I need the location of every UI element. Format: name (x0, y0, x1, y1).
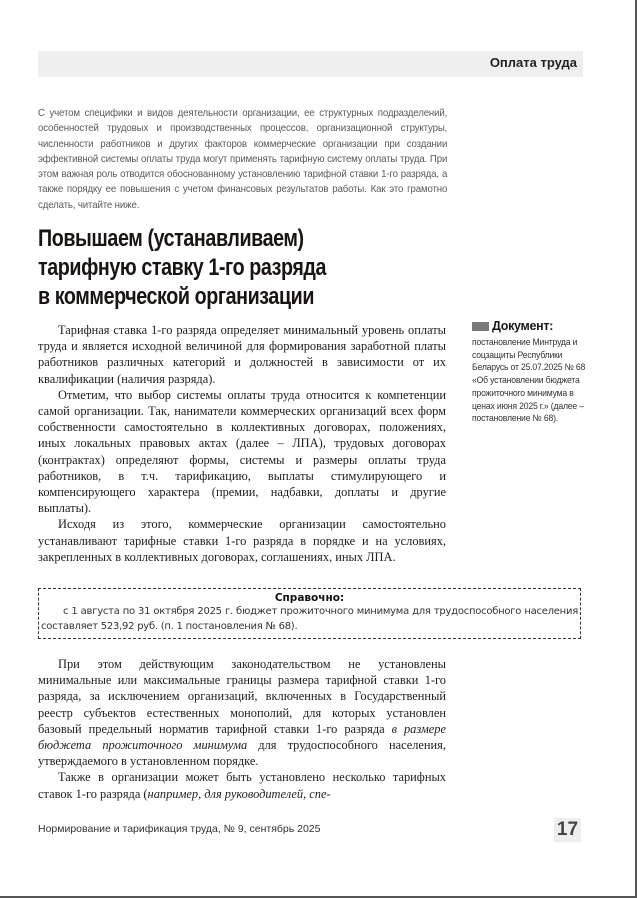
paragraph-text: для трудоспособного населения, утверждаемого в установленном порядке. (38, 738, 446, 769)
page-number: 17 (554, 818, 581, 842)
journal-footer: Нормирование и тарификация труда, № 9, сентябрь 2025 (38, 823, 321, 835)
note-text: с 1 августа по 31 октября 2025 г. бюджет прожиточного минимума для трудоспособного населения составляет 523,92 руб. (п. 1 постановления № 68). (41, 606, 578, 632)
paragraph-text: Также в организации может быть установлено несколько тарифных ставок 1-го разряда ( (38, 770, 446, 801)
lead-paragraph: С учетом специфики и видов деятельности организации, ее структурных подразделений, особенностей трудовых и производственных процессов, организационной структуры, численности работников и других факторов коммерческие организации при создании эффективной системы оплаты труда могут применять тарифную систему оплаты труда. При этом важная роль отводится обоснованному установлению тарифной ставки 1-го разряда, а также порядку ее повышения с учетом финансовых результатов работы. Как это грамотно сделать, читайте ниже. (38, 108, 448, 211)
article-title-line: в коммерческой организации (38, 283, 315, 310)
note-title: Справочно: (274, 592, 345, 604)
reference-note-box (38, 588, 581, 639)
document-reference (472, 319, 592, 425)
body-paragraph: Отметим, что выбор системы оплаты труда относится к компетенции самой организации. Так, наниматели коммерческих организаций всех форм собственности самостоятельно в коллективных договорах, положениях, иных локальных правовых актах (далее – ЛПА), трудовых договорах (контрактах) определяют формы, системы и размеры оплаты труда работников, в т.ч. тарификацию, выплаты стимулирующего и компенсирующего характера (премии, надбавки, доплаты и другие выплаты). (38, 387, 446, 516)
article-title (38, 224, 326, 311)
paragraph-text: При этом действующим законодательством не установлены минимальные или максимальные границы размера тарифной ставки 1-го разряда, за исключением организаций, включенных в Государственный реестр субъектов естественных монополий, для которых установлен базовый предельный норматив тарифной ставки 1-го разряда (38, 657, 446, 736)
italic-emphasis: например, для руководителей, спе- (147, 786, 331, 801)
article-title-line: Повышаем (устанавливаем) (38, 225, 304, 252)
section-header (38, 51, 583, 77)
body-paragraph: Тарифная ставка 1-го разряда определяет минимальный уровень оплаты труда и является исходной величиной для формирования заработной платы работников различных категорий и должностей в зависимости от их квалификации (наличия разряда). (38, 323, 446, 386)
body-paragraph: Исходя из этого, коммерческие организации самостоятельно устанавливают тарифные ставки 1-го разряда в порядке и на условиях, закрепленных в коллективных договорах, соглашениях, иных ЛПА. (38, 517, 446, 564)
article-body-part1 (38, 322, 446, 565)
section-title: Оплата труда (489, 55, 577, 70)
body-paragraph (38, 769, 446, 801)
body-paragraph (38, 656, 446, 769)
document-label: Документ: (492, 319, 554, 333)
article-title-line: тарифную ставку 1-го разряда (38, 254, 327, 281)
document-text: постановление Минтруда и соцзащиты Республики Беларусь от 25.07.2025 № 68 «Об установлении бюджета прожиточного минимума в ценах июня 2025 г.» (далее – постановление № 68). (472, 337, 586, 424)
document-label-row (472, 319, 592, 333)
article-body-part2 (38, 656, 446, 802)
document-marker-icon (472, 322, 489, 331)
italic-emphasis: в размере бюджета прожиточного минимума (38, 721, 446, 753)
